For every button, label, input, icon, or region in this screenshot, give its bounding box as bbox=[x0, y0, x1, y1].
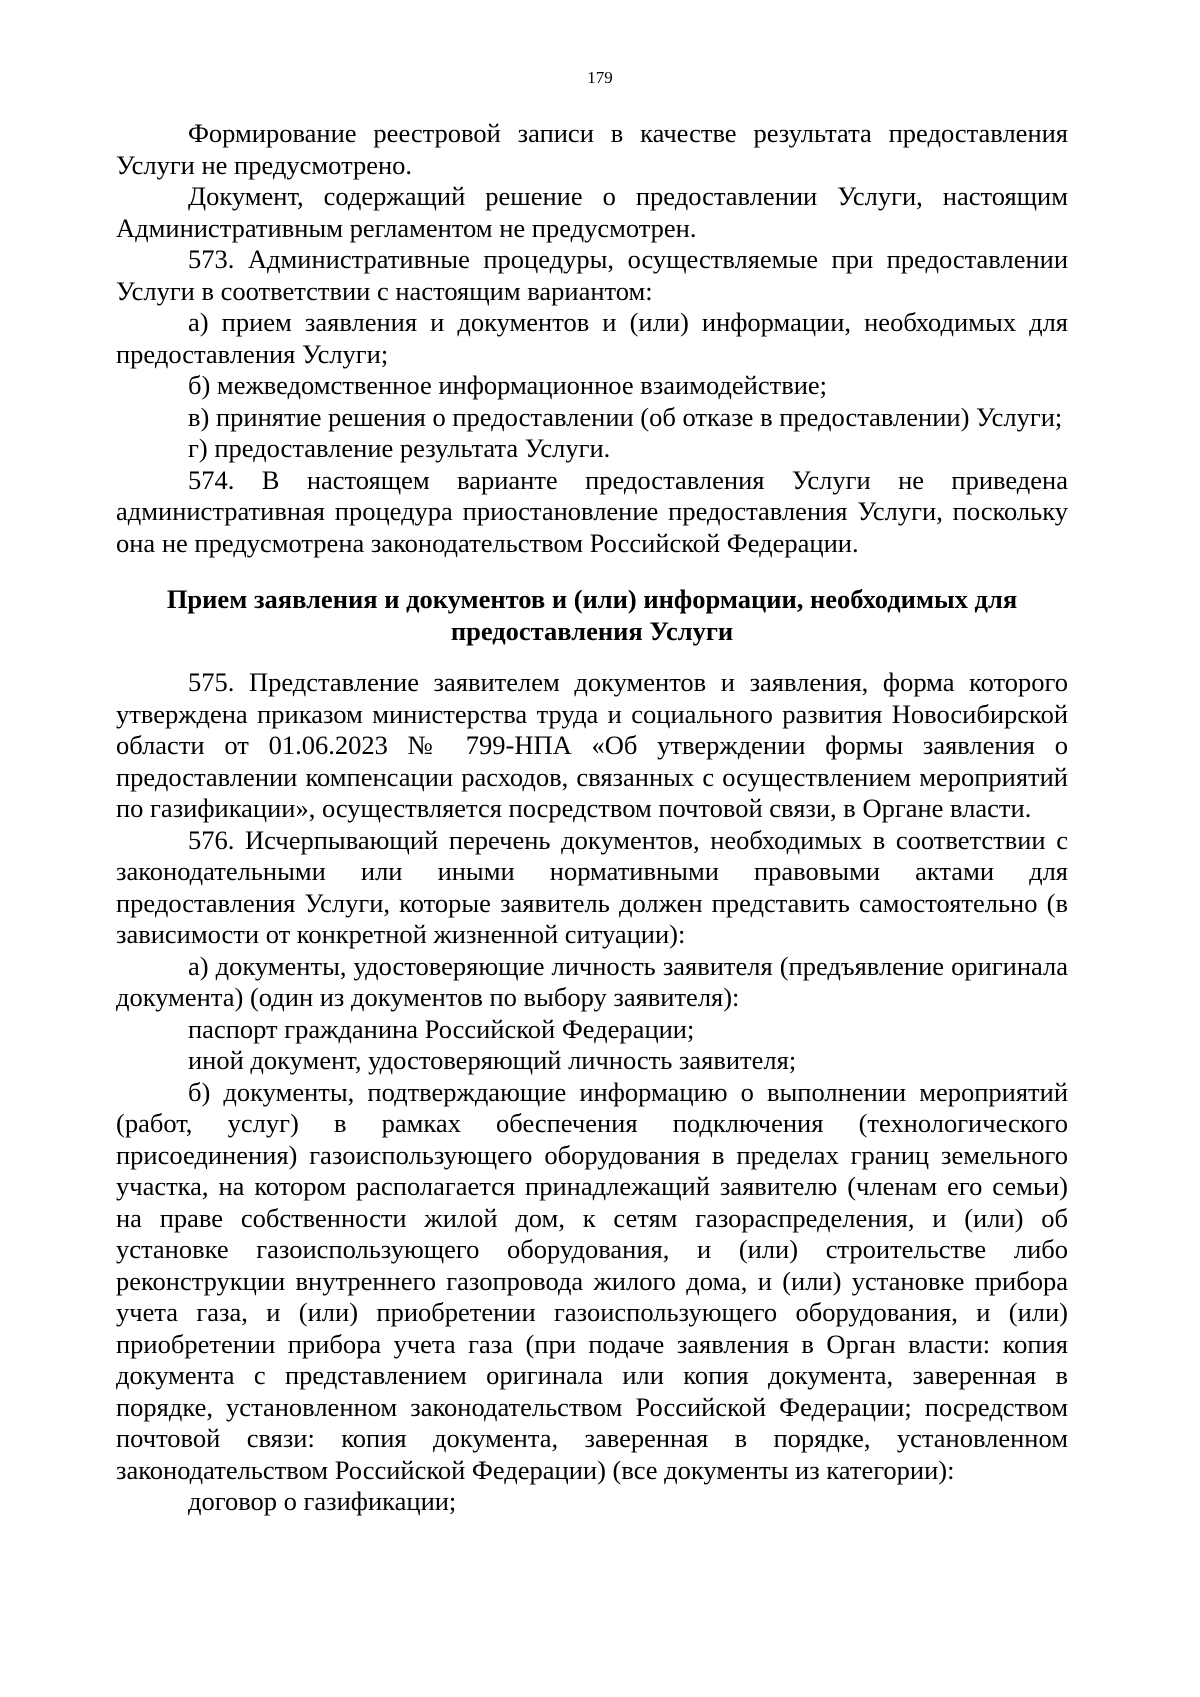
list-item-passport: паспорт гражданина Российской Федерации; bbox=[188, 1013, 695, 1044]
document-body bbox=[116, 118, 1068, 1518]
paragraph-574: 574. В настоящем варианте предоставления Услуги не приведена административная процедура приостановление предоставления Услуги, поскольку она не предусмотрена законодательством Российской Федерации. bbox=[116, 464, 1068, 558]
list-item-gasification-contract: договор о газификации; bbox=[188, 1486, 457, 1516]
list-item-identity-docs: а) документы, удостоверяющие личность заявителя (предъявление оригинала документа) (один из документов по выбору заявителя): bbox=[116, 950, 1068, 1012]
list-item-gasification-docs: б) документы, подтверждающие информацию о выполнении мероприятий (работ, услуг) в рамках обеспечения подключения (технологического присоединения) газоиспользующего оборудования в пределах границ земельного участка, на котором располагается принадлежащий заявителю (членам его семьи) на праве собственности жилой дом, к сетям газораспределения, и (или) об установке газоиспользующего оборудования, и (или) строительстве либо реконструкции внутреннего газопровода жилого дома, и (или) установке прибора учета газа, и (или) приобретении газоиспользующего оборудования, и (или) приобретении прибора учета газа (при подаче заявления в Орган власти: копия документа с представлением оригинала или копия документа, заверенная в порядке, установленном законодательством Российской Федерации; посредством почтовой связи: копия документа, заверенная в порядке, установленном законодательством Российской Федерации) (все документы из категории): bbox=[116, 1076, 1068, 1485]
paragraph-573: 573. Административные процедуры, осуществляемые при предоставлении Услуги в соответствии с настоящим вариантом: bbox=[116, 244, 1068, 306]
list-item-other-id: иной документ, удостоверяющий личность заявителя; bbox=[188, 1045, 797, 1075]
paragraph-575: 575. Представление заявителем документов и заявления, форма которого утверждена приказом министерства труда и социального развития Новосибирской области от 01.06.2023 № 799-НПА «Об утверждении формы заявления о предоставлении компенсации расходов, связанных с осуществлением мероприятий по газификации», осуществляется посредством почтовой связи, в Органе власти. bbox=[116, 667, 1068, 823]
page-number: 179 bbox=[587, 68, 613, 87]
list-item-b: б) межведомственное информационное взаимодействие; bbox=[188, 370, 828, 400]
paragraph-decision-document: Документ, содержащий решение о предоставлении Услуги, настоящим Административным регламентом не предусмотрен. bbox=[116, 181, 1068, 243]
paragraph-registry-record: Формирование реестровой записи в качестве результата предоставления Услуги не предусмотрено. bbox=[116, 118, 1068, 180]
section-heading-line1: Прием заявления и документов и (или) информации, необходимых для bbox=[166, 584, 1018, 614]
list-item-a: а) прием заявления и документов и (или) информации, необходимых для предоставления Услуги; bbox=[116, 307, 1068, 369]
list-item-g: г) предоставление результата Услуги. bbox=[188, 433, 611, 463]
paragraph-576: 576. Исчерпывающий перечень документов, необходимых в соответствии с законодательными или иными нормативными правовыми актами для предоставления Услуги, которые заявитель должен представить самостоятельно (в зависимости от конкретной жизненной ситуации): bbox=[116, 824, 1068, 949]
list-item-v: в) принятие решения о предоставлении (об отказе в предоставлении) Услуги; bbox=[188, 401, 1063, 432]
section-body bbox=[116, 667, 1068, 1518]
section-heading-line2: предоставления Услуги bbox=[450, 616, 734, 646]
section-heading bbox=[116, 583, 1068, 647]
